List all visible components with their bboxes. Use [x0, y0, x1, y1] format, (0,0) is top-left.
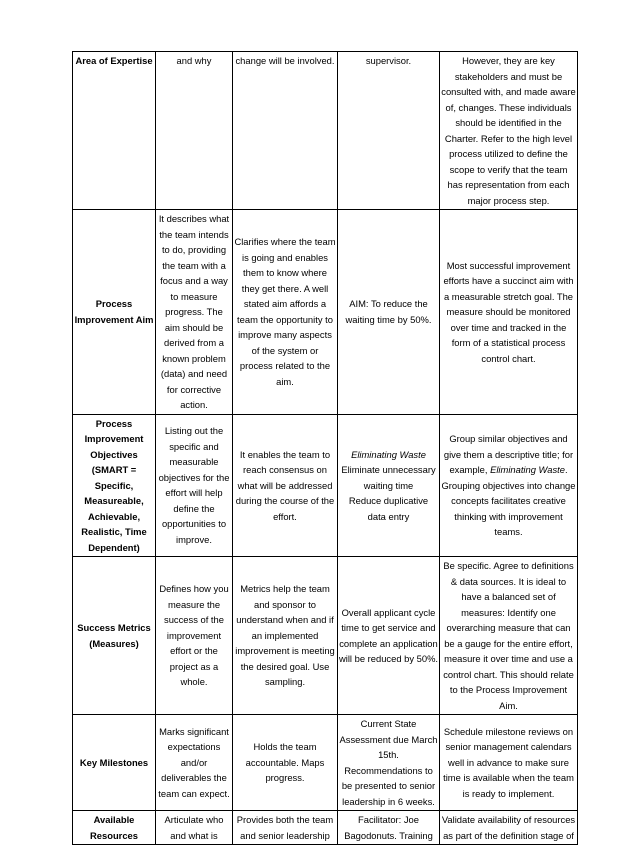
- example-cell: AIM: To reduce the waiting time by 50%.: [338, 210, 440, 415]
- row-label-key-milestones: Key Milestones: [73, 715, 156, 811]
- example-line: Reduce duplicative data entry: [348, 495, 429, 522]
- tips-cell: Be specific. Agree to definitions & data sources. It is ideal to have a balanced set of measures: Identify one overarching measure that can be a gauge for the entire effort, measure it over time and use a control chart. This should relate to the Process Improvement Aim.: [440, 557, 578, 715]
- purpose-cell: Provides both the team and senior leadership: [233, 811, 338, 845]
- table-row: [73, 52, 578, 210]
- row-label-area-of-expertise: Area of Expertise: [73, 52, 156, 210]
- tips-cell: Validate availability of resources as part of the definition stage of: [440, 811, 578, 845]
- description-cell: It describes what the team intends to do, providing the team with a focus and a way to measure progress. The aim should be derived from a known problem (data) and need for corrective action.: [156, 210, 233, 415]
- description-cell: Listing out the specific and measurable objectives for the effort will help define the opportunities to improve.: [156, 414, 233, 557]
- purpose-cell: It enables the team to reach consensus on what will be addressed during the course of the effort.: [233, 414, 338, 557]
- purpose-cell: Clarifies where the team is going and enables them to know where they get there. A well stated aim affords a team the opportunity to improve many aspects of the system or process related to the aim.: [233, 210, 338, 415]
- table-row: [73, 557, 578, 715]
- row-label-success-metrics: Success Metrics (Measures): [73, 557, 156, 715]
- example-cell: Overall applicant cycle time to get service and complete an application will be reduced by 50%.: [338, 557, 440, 715]
- tips-cell: Most successful improvement efforts have a succinct aim with a measurable stretch goal. The measure should be monitored over time and tracked in the form of a statistical process control chart.: [440, 210, 578, 415]
- tips-text: . Grouping objectives into change concepts facilitates creative thinking with improvement teams.: [441, 464, 576, 537]
- description-cell: Articulate who and what is: [156, 811, 233, 845]
- tips-cell: Schedule milestone reviews on senior management calendars well in advance to make sure time is available when the team is ready to implement.: [440, 715, 578, 811]
- table-row: [73, 715, 578, 811]
- table-row: [73, 414, 578, 557]
- tips-cell: However, they are key stakeholders and must be consulted with, and made aware of, changes. These individuals should be identified in the Charter. Refer to the high level process utilized to define the scope to verify that the team has representation from each major process step.: [440, 52, 578, 210]
- purpose-cell: Metrics help the team and sponsor to understand when and if an implemented improvement is meeting the desired goal. Use sampling.: [233, 557, 338, 715]
- description-cell: Defines how you measure the success of the improvement effort or the project as a whole.: [156, 557, 233, 715]
- table-row: [73, 811, 578, 845]
- example-cell: supervisor.: [338, 52, 440, 210]
- example-title: Eliminating Waste: [351, 448, 426, 460]
- example-cell: Facilitator: Joe Bagodonuts. Training: [338, 811, 440, 845]
- example-cell: Current State Assessment due March 15th. Recommendations to be presented to senior leadership in 6 weeks.: [338, 715, 440, 811]
- description-cell: Marks significant expectations and/or deliverables the team can expect.: [156, 715, 233, 811]
- purpose-cell: Holds the team accountable. Maps progress.: [233, 715, 338, 811]
- row-label-available-resources: Available Resources: [73, 811, 156, 845]
- table-row: [73, 210, 578, 415]
- purpose-cell: change will be involved.: [233, 52, 338, 210]
- row-label-process-improvement-objectives: Process Improvement Objectives (SMART = Specific, Measureable, Achievable, Realistic, Time Dependent): [73, 414, 156, 557]
- tips-emphasis: Eliminating Waste: [490, 464, 565, 475]
- example-line: Eliminate unnecessary waiting time: [341, 464, 436, 491]
- example-cell: [338, 414, 440, 557]
- tips-text: Group similar objectives and give them a descriptive title; for example,: [443, 433, 574, 475]
- row-label-process-improvement-aim: Process Improvement Aim: [73, 210, 156, 415]
- description-cell: and why: [156, 52, 233, 210]
- tips-cell: [440, 414, 578, 557]
- project-charter-table: [72, 51, 578, 845]
